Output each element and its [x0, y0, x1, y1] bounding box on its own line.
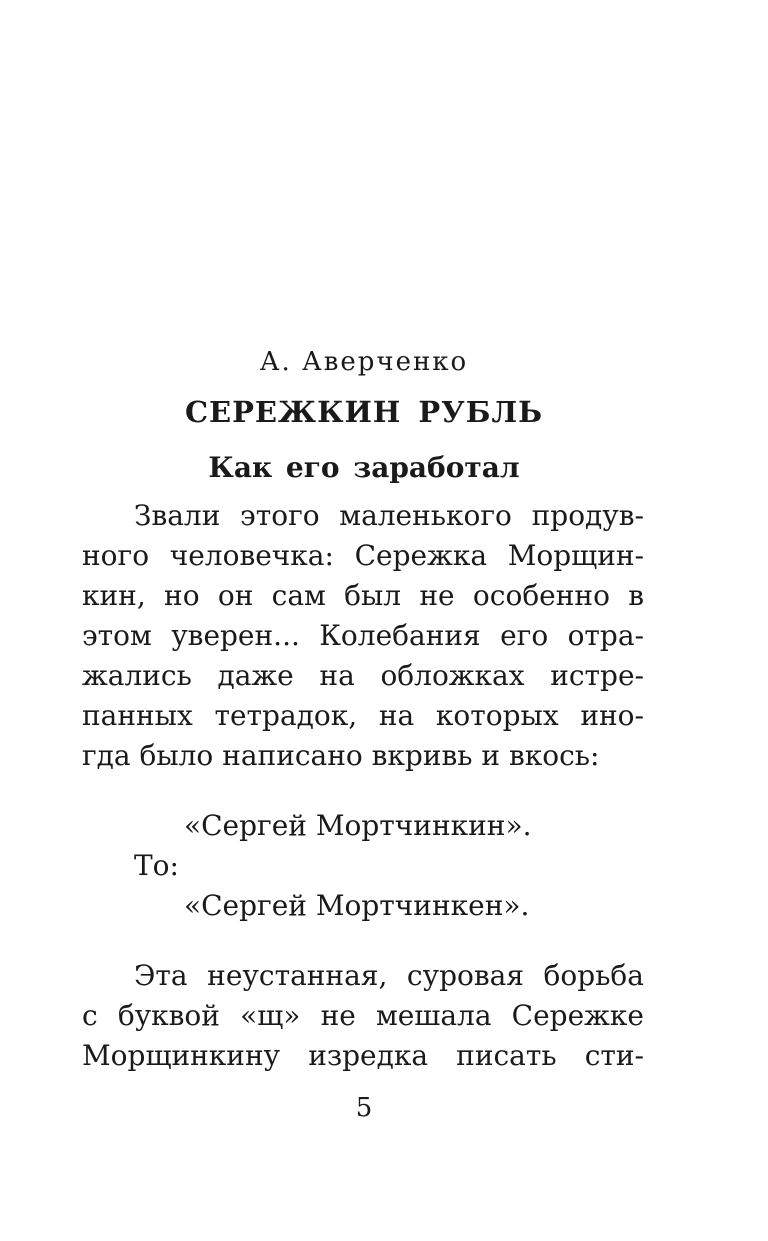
chapter-subtitle: Как его заработал — [208, 451, 520, 484]
paragraph-line: кин, но он сам был не особенно в — [82, 579, 644, 612]
paragraph-line: с буквой «щ» не мешала Сережке — [82, 999, 644, 1032]
story-title: СЕРЕЖКИН РУБЛЬ — [184, 395, 544, 429]
paragraph-line: Морщинкину изредка писать сти- — [82, 1039, 644, 1072]
quote-line-1: «Сергей Мортчинкин». — [184, 809, 532, 842]
paragraph-line: ного человечка: Сережка Морщин- — [82, 539, 644, 572]
author-name: А. Аверченко — [259, 347, 469, 377]
paragraph-line: панных тетрадок, на которых ино- — [82, 699, 644, 732]
quote-line-2: «Сергей Мортчинкен». — [184, 889, 530, 922]
paragraph-line: жались даже на обложках истре- — [82, 659, 644, 692]
paragraph-line: Эта неустанная, суровая борьба — [134, 959, 644, 992]
paragraph-line: Звали этого маленького продув- — [134, 499, 644, 532]
quote-connector: То: — [134, 849, 179, 882]
page-number: 5 — [355, 1093, 373, 1123]
paragraph-line: этом уверен... Колебания его отра- — [82, 619, 644, 652]
paragraph-line: гда было написано вкривь и вкось: — [82, 739, 600, 772]
paragraph-2 — [82, 956, 644, 1076]
paragraph-1 — [82, 496, 644, 776]
